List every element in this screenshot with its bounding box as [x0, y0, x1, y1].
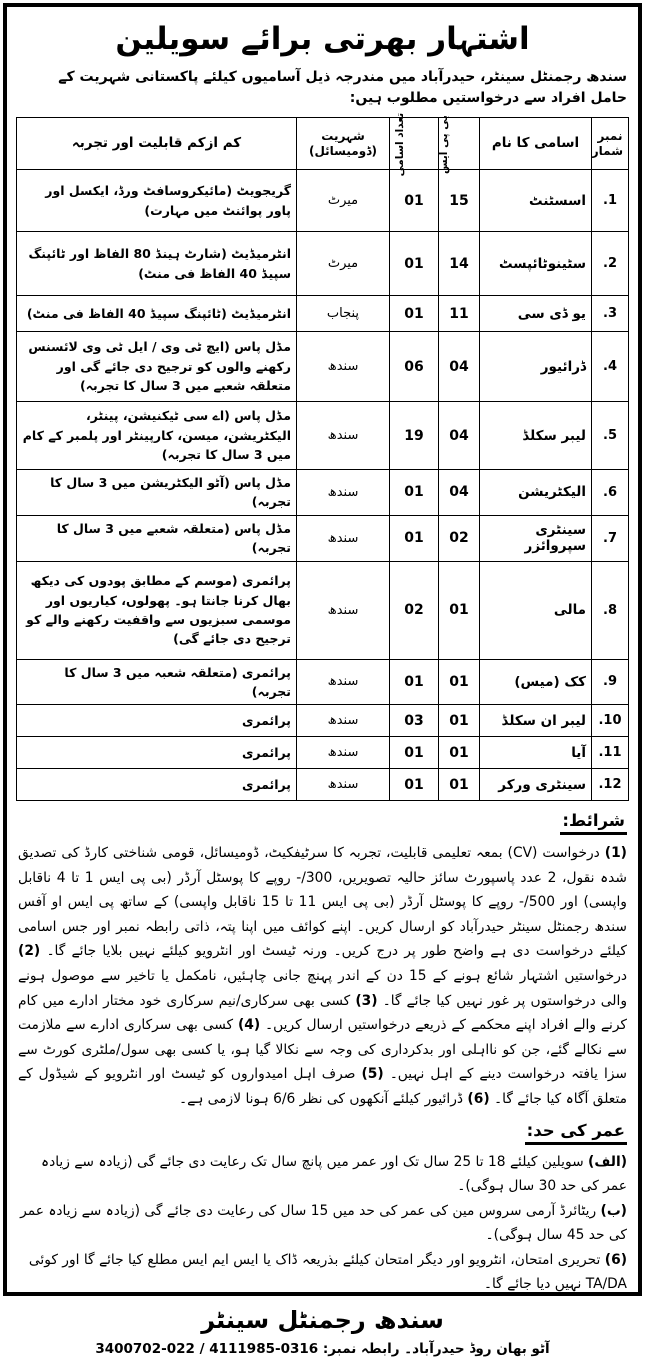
ad-title: اشتہار بھرتی برائے سویلین — [115, 21, 530, 57]
table-row — [17, 705, 629, 737]
col-header-count-label: تعداد اسامی — [394, 112, 407, 177]
table-row — [17, 515, 629, 561]
row-count: 02 — [390, 561, 439, 659]
condition-item — [179, 1091, 490, 1107]
row-count: 19 — [390, 402, 439, 470]
table-row — [17, 769, 629, 801]
condition-text: درخواستیں اشتہار شائع ہونے کے 15 دن کے اندر پہنچ جانی چاہئیں، نامکمل یا تاخیر سے موصول ہونے والی درخواستوں پر غور نہیں کیا جائے گا۔ — [18, 967, 628, 1009]
row-post: مالی — [480, 561, 592, 659]
row-serial: 4. — [592, 332, 629, 402]
table-row — [17, 232, 629, 296]
row-domicile: پنجاب — [297, 296, 390, 332]
row-post: لیبر سکلڈ — [480, 402, 592, 470]
row-serial: 2. — [592, 232, 629, 296]
row-post: آیا — [480, 737, 592, 769]
row-bps: 04 — [439, 402, 480, 470]
footer-org-name: سندھ رجمنٹل سینٹر — [201, 1305, 444, 1334]
condition-text: صرف اہل امیدواروں کو ٹیسٹ اور انٹرویو کے شیڈول کے متعلق آگاہ کیا جائے گا۔ — [18, 1066, 627, 1107]
table-row — [17, 170, 629, 232]
row-count: 01 — [390, 515, 439, 561]
row-serial: 3. — [592, 296, 629, 332]
row-domicile: سندھ — [297, 737, 390, 769]
condition-text: کسی بھی سرکاری/نیم سرکاری خود مختار ادارے میں کام کرنے والے افراد اپنے محکمے کے ذریعے درخواستیں ارسال کریں۔ — [18, 992, 627, 1034]
row-count: 03 — [390, 705, 439, 737]
table-row — [17, 470, 629, 516]
age-heading-row — [16, 1111, 629, 1151]
col-header-qualification: کم ازکم قابلیت اور تجربہ — [17, 118, 297, 170]
col-header-bps — [438, 115, 480, 174]
row-serial: 6. — [592, 470, 629, 516]
age-item-marker: (6) — [604, 1252, 627, 1269]
age-item — [18, 1151, 627, 1198]
intro-text: سندھ رجمنٹل سینٹر، حیدرآباد میں مندرجہ ذیل آسامیوں کیلئے پاکستانی شہریت کے حامل افراد سے درخواستیں مطلوب ہیں: — [58, 69, 627, 106]
row-count: 06 — [390, 332, 439, 402]
row-qualification: پرائمری — [17, 737, 297, 769]
condition-text: ڈرائیور کیلئے آنکھوں کی نظر 6/6 ہونا لازمی ہے۔ — [179, 1090, 464, 1107]
row-bps: 01 — [439, 561, 480, 659]
age-item — [18, 1249, 627, 1296]
condition-marker: (4) — [237, 1017, 261, 1034]
header-row — [17, 118, 629, 170]
row-qualification: مڈل پاس (متعلقہ شعبے میں 3 سال کا تجربہ) — [17, 515, 297, 561]
row-post: سٹینوٹائپسٹ — [480, 232, 592, 296]
row-count: 01 — [390, 769, 439, 801]
row-bps: 01 — [439, 705, 480, 737]
row-qualification: پرائمری (موسم کے مطابق پودوں کی دیکھ بھال کرنا جانتا ہو۔ پھولوں، کیاریوں اور موسمی سبزیوں سے واقفیت رکھنے والے کو ترجیح دی جائے گی) — [17, 561, 297, 659]
condition-item — [18, 845, 627, 959]
footer-address: آٹو بھان روڈ حیدرآباد۔ رابطہ نمبر: 0316-4111985 / 022-3400702 — [95, 1340, 550, 1357]
condition-text: درخواست (CV) بمعہ تعلیمی قابلیت، تجربہ کا سرٹیفکیٹ، ڈومیسائل، قومی شناختی کارڈ کی تصدیق شدہ نقول، 2 عدد پاسپورٹ سائز حالیہ تصویریں، 300/- روپے کا پوسٹل آرڈر (بی پی ایس 1 تا 4 ناقابل واپسی) اور 500/- روپے کا پوسٹل آرڈر (بی پی ایس 11 تا 15 ناقابل واپسی) کے ساتھ پی ایس او آفس سندھ رجمنٹل سینٹر حیدرآباد کو ارسال کریں۔ اپنے کوائف میں اپنا پتہ، ذاتی رابطہ نمبر اور جس اسامی کیلئے درخواست دی ہے واضح طور پر درج کریں۔ ورنہ ٹیسٹ اور انٹرویو کیلئے نہیں بلایا جائے گا۔ — [18, 845, 627, 960]
jobs-table-body — [17, 170, 629, 801]
row-domicile: سندھ — [297, 515, 390, 561]
row-bps: 14 — [439, 232, 480, 296]
age-limit-section — [16, 1151, 629, 1298]
row-count: 01 — [390, 659, 439, 705]
row-qualification: مڈل پاس (اے سی ٹیکنیشن، پینٹر، الیکٹریشن، میسن، کارپینٹر اور پلمبر کے کام میں 3 سال کا تجربہ) — [17, 402, 297, 470]
row-count: 01 — [390, 232, 439, 296]
row-bps: 01 — [439, 737, 480, 769]
condition-marker: (6) — [467, 1090, 490, 1107]
row-qualification: مڈل پاس (ایچ ٹی وی / ایل ٹی وی لائسنس رکھنے والوں کو ترجیح دی جائے گی اور متعلقہ شعبے میں 3 سال کا تجربہ) — [17, 332, 297, 402]
age-item-text: تحریری امتحان، انٹرویو اور دیگر امتحان کیلئے بذریعہ ڈاک یا ایس ایم ایس مطلع کیا جائے گا اور کوئی TA/DA نہیں دیا جائے گا۔ — [28, 1252, 627, 1292]
row-domicile: سندھ — [297, 769, 390, 801]
row-serial: 7. — [592, 515, 629, 561]
age-item-text: ریٹائرڈ آرمی سروس مین کی عمر کی حد میں 15 سال کی رعایت دی جائے گی (زیادہ سے زیادہ عمر کی حد 45 سال ہوگی)۔ — [20, 1203, 627, 1243]
row-domicile: سندھ — [297, 332, 390, 402]
row-count: 01 — [390, 170, 439, 232]
table-row — [17, 659, 629, 705]
row-post: سینٹری ورکر — [480, 769, 592, 801]
row-post: کک (میس) — [480, 659, 592, 705]
age-item — [18, 1200, 627, 1247]
table-row — [17, 332, 629, 402]
jobs-table-header — [17, 112, 629, 177]
condition-marker: (5) — [361, 1066, 384, 1083]
row-bps: 15 — [439, 170, 480, 232]
col-header-post: اسامی کا نام — [480, 118, 592, 170]
row-post: ڈرائیور — [480, 332, 592, 402]
row-serial: 8. — [592, 561, 629, 659]
table-row — [17, 737, 629, 769]
footer — [16, 1298, 629, 1357]
row-count: 01 — [390, 470, 439, 516]
col-header-domicile: شہریت (ڈومیسائل) — [297, 118, 390, 170]
table-row — [17, 296, 629, 332]
row-domicile: سندھ — [297, 705, 390, 737]
row-domicile: میرٹ — [297, 232, 390, 296]
table-row — [17, 402, 629, 470]
row-serial: 10. — [592, 705, 629, 737]
col-header-bps-label: بی پی ایس — [438, 115, 451, 174]
row-count: 01 — [390, 737, 439, 769]
row-serial: 11. — [592, 737, 629, 769]
row-bps: 11 — [439, 296, 480, 332]
row-bps: 02 — [439, 515, 480, 561]
row-post: یو ڈی سی — [480, 296, 592, 332]
jobs-table — [16, 112, 629, 801]
row-bps: 04 — [439, 470, 480, 516]
condition-marker: (2) — [18, 943, 41, 960]
ad-border-frame — [3, 3, 642, 1357]
age-item-marker: (الف) — [588, 1154, 627, 1171]
row-domicile: میرٹ — [297, 170, 390, 232]
conditions-paragraph — [16, 841, 629, 1111]
age-limit-heading: عمر کی حد: — [525, 1121, 627, 1145]
row-qualification: انٹرمیڈیٹ (ٹائپنگ سپیڈ 40 الفاظ فی منٹ) — [17, 296, 297, 332]
conditions-heading-row — [16, 801, 629, 841]
row-domicile: سندھ — [297, 659, 390, 705]
row-serial: 12. — [592, 769, 629, 801]
row-qualification: پرائمری — [17, 705, 297, 737]
row-post: سینٹری سپروائزر — [480, 515, 592, 561]
row-qualification: گریجویٹ (مائیکروسافٹ ورڈ، ایکسل اور پاور پوائنٹ میں مہارت) — [17, 170, 297, 232]
age-item-marker: (ب) — [600, 1203, 627, 1220]
row-serial: 9. — [592, 659, 629, 705]
condition-marker: (1) — [604, 845, 627, 862]
row-post: لیبر ان سکلڈ — [480, 705, 592, 737]
row-qualification: مڈل پاس (آٹو الیکٹریشن میں 3 سال کا تجربہ) — [17, 470, 297, 516]
row-count: 01 — [390, 296, 439, 332]
row-bps: 01 — [439, 769, 480, 801]
row-domicile: سندھ — [297, 470, 390, 516]
row-post: اسسٹنٹ — [480, 170, 592, 232]
row-post: الیکٹریشن — [480, 470, 592, 516]
row-qualification: انٹرمیڈیٹ (شارٹ ہینڈ 80 الفاظ اور ٹائپنگ سپیڈ 40 الفاظ فی منٹ) — [17, 232, 297, 296]
condition-text: کسی بھی سرکاری ادارے سے ملازمت سے نکالے گئے، جن کو نااہلی اور بدکرداری کی وجہ سے نکالا گیا ہو، یا کسی بھی سول/ملٹری کورٹ سے سزا یافتہ درخواست دینے کے اہل نہیں۔ — [18, 1017, 627, 1083]
row-serial: 5. — [592, 402, 629, 470]
row-domicile: سندھ — [297, 561, 390, 659]
row-bps: 04 — [439, 332, 480, 402]
age-item-text: سویلین کیلئے 18 تا 25 سال تک اور عمر میں پانچ سال تک رعایت دی جائے گی (زیادہ سے زیادہ عمر کی حد 30 سال ہوگی)۔ — [40, 1154, 627, 1194]
row-qualification: پرائمری (متعلقہ شعبہ میں 3 سال کا تجربہ) — [17, 659, 297, 705]
conditions-heading: شرائط: — [560, 811, 627, 835]
row-bps: 01 — [439, 659, 480, 705]
row-domicile: سندھ — [297, 402, 390, 470]
condition-marker: (3) — [355, 992, 378, 1009]
row-qualification: پرائمری — [17, 769, 297, 801]
col-header-serial: نمبر شمار — [592, 118, 629, 170]
row-serial: 1. — [592, 170, 629, 232]
table-row — [17, 561, 629, 659]
